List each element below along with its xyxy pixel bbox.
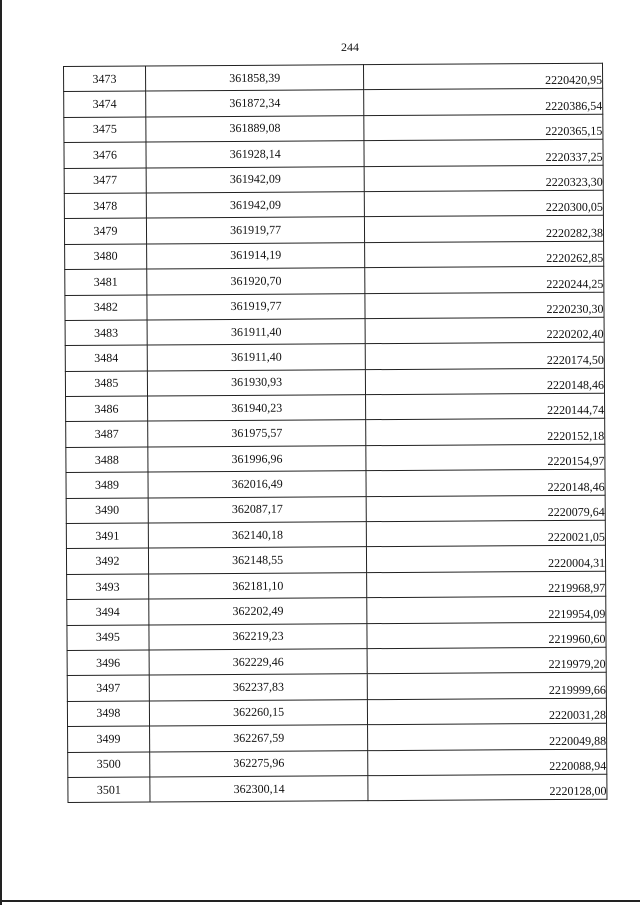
- y-coordinate-cell: 2220244,25: [365, 266, 604, 293]
- table-row: [64, 89, 603, 118]
- x-coordinate-cell: 362202,49: [149, 598, 368, 625]
- point-number-cell: 3491: [66, 523, 148, 549]
- table-row: [66, 393, 605, 422]
- table-row: [68, 774, 607, 803]
- point-number-cell: 3488: [66, 447, 148, 473]
- y-coordinate-cell: 2219999,66: [368, 673, 607, 700]
- y-coordinate-cell: 2220088,94: [368, 749, 607, 776]
- table-row: [66, 469, 605, 498]
- x-coordinate-cell: 361919,77: [147, 293, 366, 320]
- table-row: [66, 495, 605, 524]
- x-coordinate-cell: 361942,09: [146, 166, 365, 193]
- y-coordinate-cell: 2219960,60: [367, 622, 606, 649]
- y-coordinate-cell: 2220365,15: [364, 114, 603, 141]
- table-row: [65, 266, 604, 295]
- table-row: [64, 190, 603, 219]
- y-coordinate-cell: 2219968,97: [367, 571, 606, 598]
- point-number-cell: 3497: [67, 675, 149, 701]
- y-coordinate-cell: 2220323,30: [365, 165, 604, 192]
- x-coordinate-cell: 361940,23: [147, 395, 366, 422]
- table-row: [64, 139, 603, 168]
- table-row: [67, 571, 606, 600]
- y-coordinate-cell: 2220079,64: [367, 495, 606, 522]
- x-coordinate-cell: 362237,83: [149, 674, 368, 701]
- table-row: [66, 546, 605, 575]
- y-coordinate-cell: 2219979,20: [367, 647, 606, 674]
- x-coordinate-cell: 362087,17: [148, 496, 367, 523]
- point-number-cell: 3481: [65, 269, 147, 295]
- point-number-cell: 3498: [67, 701, 149, 727]
- y-coordinate-cell: 2220031,28: [368, 698, 607, 725]
- x-coordinate-cell: 361911,40: [147, 344, 366, 371]
- point-number-cell: 3483: [65, 320, 147, 346]
- point-number-cell: 3479: [64, 218, 146, 244]
- point-number-cell: 3495: [67, 625, 149, 651]
- point-number-cell: 3478: [64, 193, 146, 219]
- y-coordinate-cell: 2220021,05: [367, 520, 606, 547]
- x-coordinate-cell: 362267,59: [149, 725, 368, 752]
- y-coordinate-cell: 2220148,46: [366, 368, 605, 395]
- x-coordinate-cell: 362181,10: [148, 572, 367, 599]
- point-number-cell: 3501: [68, 777, 150, 803]
- table-row: [67, 647, 606, 676]
- y-coordinate-cell: 2219954,09: [367, 596, 606, 623]
- point-number-cell: 3486: [66, 396, 148, 422]
- point-number-cell: 3476: [64, 142, 146, 168]
- y-coordinate-cell: 2220420,95: [364, 63, 603, 90]
- point-number-cell: 3475: [64, 117, 146, 143]
- x-coordinate-cell: 362219,23: [149, 623, 368, 650]
- table-row: [65, 368, 604, 397]
- point-number-cell: 3496: [67, 650, 149, 676]
- x-coordinate-cell: 362260,15: [149, 699, 368, 726]
- y-coordinate-cell: 2220152,18: [366, 419, 605, 446]
- x-coordinate-cell: 361920,70: [147, 268, 366, 295]
- x-coordinate-cell: 361889,08: [146, 115, 365, 142]
- y-coordinate-cell: 2220300,05: [365, 190, 604, 217]
- x-coordinate-cell: 362275,96: [150, 750, 369, 777]
- x-coordinate-cell: 361872,34: [146, 90, 365, 117]
- x-coordinate-cell: 362016,49: [148, 471, 367, 498]
- point-number-cell: 3484: [65, 345, 147, 371]
- page-number: 244: [341, 40, 359, 54]
- table-row: [66, 419, 605, 448]
- point-number-cell: 3489: [66, 472, 148, 498]
- point-number-cell: 3473: [64, 66, 146, 92]
- point-number-cell: 3487: [66, 421, 148, 447]
- y-coordinate-cell: 2220144,74: [366, 393, 605, 420]
- point-number-cell: 3490: [66, 498, 148, 524]
- x-coordinate-cell: 361858,39: [145, 65, 364, 92]
- y-coordinate-cell: 2220004,31: [367, 546, 606, 573]
- table-row: [68, 749, 607, 778]
- table-row: [67, 673, 606, 702]
- page-edge-left: [0, 0, 2, 905]
- point-number-cell: 3492: [66, 548, 148, 574]
- table-row: [65, 241, 604, 270]
- x-coordinate-cell: 361975,57: [148, 420, 367, 447]
- table-row: [68, 723, 607, 752]
- x-coordinate-cell: 362229,46: [149, 649, 368, 676]
- y-coordinate-cell: 2220148,46: [366, 469, 605, 496]
- table-row: [66, 444, 605, 473]
- point-number-cell: 3500: [68, 752, 150, 778]
- point-number-cell: 3474: [64, 91, 146, 117]
- point-number-cell: 3499: [68, 726, 150, 752]
- table-row: [67, 622, 606, 651]
- coordinates-table-body: [64, 63, 607, 803]
- table-row: [64, 216, 603, 245]
- y-coordinate-cell: 2220262,85: [365, 241, 604, 268]
- x-coordinate-cell: 361928,14: [146, 141, 365, 168]
- table-row: [65, 292, 604, 321]
- table-row: [64, 165, 603, 194]
- y-coordinate-cell: 2220282,38: [365, 216, 604, 243]
- x-coordinate-cell: 361919,77: [146, 217, 365, 244]
- x-coordinate-cell: 362140,18: [148, 522, 367, 549]
- point-number-cell: 3482: [65, 295, 147, 321]
- point-number-cell: 3493: [67, 574, 149, 600]
- y-coordinate-cell: 2220154,97: [366, 444, 605, 471]
- table-row: [65, 317, 604, 346]
- page-edge-bottom: [0, 900, 640, 902]
- y-coordinate-cell: 2220128,00: [368, 774, 607, 801]
- x-coordinate-cell: 362148,55: [148, 547, 367, 574]
- table-row: [67, 698, 606, 727]
- x-coordinate-cell: 361911,40: [147, 319, 366, 346]
- table-row: [66, 520, 605, 549]
- table-row: [65, 342, 604, 371]
- y-coordinate-cell: 2220386,54: [364, 89, 603, 116]
- table-row: [64, 63, 603, 92]
- y-coordinate-cell: 2220202,40: [365, 317, 604, 344]
- table-row: [64, 114, 603, 143]
- x-coordinate-cell: 361996,96: [148, 446, 367, 473]
- y-coordinate-cell: 2220049,88: [368, 723, 607, 750]
- y-coordinate-cell: 2220337,25: [364, 139, 603, 166]
- point-number-cell: 3485: [65, 371, 147, 397]
- x-coordinate-cell: 362300,14: [150, 776, 369, 803]
- point-number-cell: 3480: [65, 244, 147, 270]
- y-coordinate-cell: 2220230,30: [365, 292, 604, 319]
- x-coordinate-cell: 361914,19: [146, 242, 365, 269]
- x-coordinate-cell: 361930,93: [147, 369, 366, 396]
- x-coordinate-cell: 361942,09: [146, 192, 365, 219]
- table-row: [67, 596, 606, 625]
- y-coordinate-cell: 2220174,50: [366, 342, 605, 369]
- point-number-cell: 3494: [67, 599, 149, 625]
- coordinates-table: [63, 63, 607, 804]
- point-number-cell: 3477: [64, 168, 146, 194]
